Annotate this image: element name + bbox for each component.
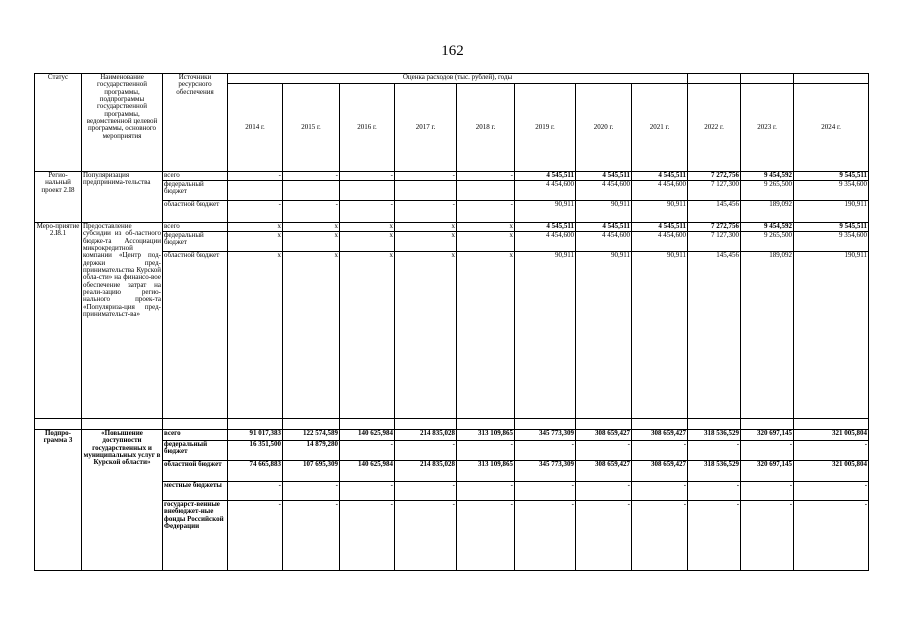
value-cell: 320 697,145	[741, 430, 794, 441]
value-cell: -	[228, 201, 283, 223]
value-cell: x	[228, 223, 283, 232]
value-cell	[283, 181, 340, 201]
table-row	[35, 223, 869, 232]
value-cell: -	[515, 482, 576, 501]
row-source: всего	[163, 172, 228, 181]
value-cell: 90,911	[515, 201, 576, 223]
header-year: 2021 г.	[632, 84, 688, 172]
value-cell: 4 545,511	[632, 172, 688, 181]
row-status: Меро-приятие 2.I8.1	[35, 223, 82, 419]
value-cell: 140 625,984	[340, 461, 395, 482]
value-cell: -	[228, 482, 283, 501]
value-cell: -	[794, 501, 869, 571]
value-cell: -	[457, 441, 515, 461]
value-cell: -	[395, 501, 457, 571]
value-cell: -	[283, 172, 340, 181]
value-cell: 9 454,592	[741, 172, 794, 181]
value-cell: -	[457, 482, 515, 501]
budget-table	[34, 73, 869, 571]
value-cell: 7 272,756	[688, 223, 741, 232]
value-cell: -	[395, 201, 457, 223]
value-cell: 16 351,500	[228, 441, 283, 461]
value-cell: -	[340, 201, 395, 223]
value-cell: -	[515, 441, 576, 461]
value-cell: 90,911	[515, 252, 576, 419]
header-sources: Источники ресурсного обеспечения	[163, 74, 228, 172]
value-cell	[340, 181, 395, 201]
value-cell: 320 697,145	[741, 461, 794, 482]
value-cell: 107 695,309	[283, 461, 340, 482]
value-cell: x	[395, 252, 457, 419]
value-cell: -	[688, 501, 741, 571]
value-cell: 145,456	[688, 201, 741, 223]
value-cell: 313 109,865	[457, 430, 515, 441]
row-source: федеральный бюджет	[163, 441, 228, 461]
header-estimate: Оценка расходов (тыс. рублей), годы	[228, 74, 688, 84]
spacer-row	[35, 419, 869, 430]
header-year: 2020 г.	[576, 84, 632, 172]
header-extra-cell	[688, 74, 741, 84]
value-cell: -	[794, 482, 869, 501]
row-status: Регио-нальный проект 2.I8	[35, 172, 82, 223]
value-cell: 14 879,280	[283, 441, 340, 461]
value-cell: 308 659,427	[576, 430, 632, 441]
value-cell: 4 545,511	[632, 223, 688, 232]
value-cell: 7 127,300	[688, 181, 741, 201]
value-cell: 318 536,529	[688, 430, 741, 441]
value-cell: 9 545,511	[794, 172, 869, 181]
header-extra-cell	[794, 74, 869, 84]
value-cell: x	[228, 232, 283, 252]
value-cell: x	[395, 232, 457, 252]
row-source: федеральный бюджет	[163, 232, 228, 252]
value-cell: 7 127,300	[688, 232, 741, 252]
value-cell: 214 835,028	[395, 461, 457, 482]
value-cell: x	[228, 252, 283, 419]
value-cell: x	[457, 232, 515, 252]
header-name: Наименование государственной программы, подпрограммы государственной программы, ведомственной целевой программы, основного мероприятия	[82, 74, 163, 172]
value-cell: 90,911	[632, 252, 688, 419]
value-cell: 189,092	[741, 201, 794, 223]
value-cell: 9 265,500	[741, 232, 794, 252]
value-cell: -	[515, 501, 576, 571]
value-cell: x	[340, 223, 395, 232]
page-number: 162	[441, 43, 464, 59]
value-cell: 4 545,511	[515, 172, 576, 181]
row-name: Популяризация предпринима-тельства	[82, 172, 163, 223]
value-cell: -	[576, 441, 632, 461]
value-cell: 4 454,600	[515, 181, 576, 201]
value-cell: -	[340, 172, 395, 181]
row-source: всего	[163, 223, 228, 232]
value-cell: 190,911	[794, 252, 869, 419]
value-cell: 122 574,589	[283, 430, 340, 441]
value-cell: 145,456	[688, 252, 741, 419]
value-cell: 321 005,804	[794, 430, 869, 441]
value-cell: -	[340, 482, 395, 501]
value-cell: -	[632, 501, 688, 571]
value-cell: x	[395, 223, 457, 232]
value-cell: -	[283, 482, 340, 501]
value-cell: -	[457, 501, 515, 571]
value-cell: -	[688, 482, 741, 501]
value-cell: 190,911	[794, 201, 869, 223]
header-extra-cell	[741, 74, 794, 84]
value-cell: x	[283, 223, 340, 232]
value-cell: 321 005,804	[794, 461, 869, 482]
value-cell: x	[340, 252, 395, 419]
value-cell: 189,092	[741, 252, 794, 419]
value-cell: -	[741, 441, 794, 461]
value-cell: 9 454,592	[741, 223, 794, 232]
value-cell	[228, 181, 283, 201]
value-cell: -	[576, 482, 632, 501]
value-cell: 9 545,511	[794, 223, 869, 232]
value-cell: -	[283, 501, 340, 571]
row-source: областной бюджет	[163, 201, 228, 223]
value-cell: x	[457, 252, 515, 419]
value-cell: 9 265,500	[741, 181, 794, 201]
value-cell: 90,911	[576, 201, 632, 223]
value-cell: 4 454,600	[632, 232, 688, 252]
value-cell: -	[228, 501, 283, 571]
header-year: 2022 г.	[688, 84, 741, 172]
value-cell: -	[794, 441, 869, 461]
value-cell: 4 545,511	[576, 223, 632, 232]
value-cell: 308 659,427	[632, 430, 688, 441]
value-cell: -	[576, 501, 632, 571]
header-year: 2016 г.	[340, 84, 395, 172]
value-cell: 90,911	[576, 252, 632, 419]
value-cell: 91 017,383	[228, 430, 283, 441]
value-cell: -	[632, 482, 688, 501]
table-row	[35, 430, 869, 441]
value-cell: -	[632, 441, 688, 461]
value-cell	[395, 181, 457, 201]
header-year: 2014 г.	[228, 84, 283, 172]
row-source: всего	[163, 430, 228, 441]
value-cell: 345 773,309	[515, 430, 576, 441]
value-cell: -	[340, 441, 395, 461]
value-cell: 7 272,756	[688, 172, 741, 181]
value-cell: 308 659,427	[576, 461, 632, 482]
header-year: 2023 г.	[741, 84, 794, 172]
value-cell: 318 536,529	[688, 461, 741, 482]
value-cell: 214 835,028	[395, 430, 457, 441]
value-cell: 90,911	[632, 201, 688, 223]
value-cell: x	[340, 232, 395, 252]
value-cell: -	[457, 201, 515, 223]
value-cell: 4 545,511	[576, 172, 632, 181]
value-cell: 4 454,600	[576, 181, 632, 201]
row-source: областной бюджет	[163, 461, 228, 482]
value-cell: 308 659,427	[632, 461, 688, 482]
value-cell: 140 625,984	[340, 430, 395, 441]
value-cell	[457, 181, 515, 201]
header-year: 2018 г.	[457, 84, 515, 172]
value-cell: -	[395, 172, 457, 181]
value-cell: 4 545,511	[515, 223, 576, 232]
row-name: «Повышение доступности государственных и муниципальных услуг в Курской области»	[82, 430, 163, 571]
row-source: областной бюджет	[163, 252, 228, 419]
row-source: государст-венные внебюджет-ные фонды Российской Федерации	[163, 501, 228, 571]
value-cell: -	[741, 501, 794, 571]
value-cell: 4 454,600	[632, 181, 688, 201]
value-cell: 9 354,600	[794, 181, 869, 201]
value-cell: -	[283, 201, 340, 223]
row-name: Предоставление субсидии из об-ластного бюдже-та Ассоциации микрокредитной компании «Центр под-держки пред-принимательства Курской обла-сти» на финансо-вое обеспечение затрат на реали-зацию регио-нального проек-та «Популяриза-ция пред-принимательст-ва»	[82, 223, 163, 419]
value-cell: 9 354,600	[794, 232, 869, 252]
header-year: 2015 г.	[283, 84, 340, 172]
value-cell: 345 773,309	[515, 461, 576, 482]
value-cell: -	[741, 482, 794, 501]
header-year: 2024 г.	[794, 84, 869, 172]
value-cell: -	[228, 172, 283, 181]
value-cell: x	[283, 252, 340, 419]
value-cell: -	[340, 501, 395, 571]
table-row	[35, 172, 869, 181]
value-cell: -	[457, 172, 515, 181]
row-source: местные бюджеты	[163, 482, 228, 501]
row-source: федеральный бюджет	[163, 181, 228, 201]
value-cell: -	[395, 482, 457, 501]
value-cell: 74 665,883	[228, 461, 283, 482]
value-cell: 4 454,600	[576, 232, 632, 252]
header-year: 2019 г.	[515, 84, 576, 172]
row-status: Подпро-грамма 3	[35, 430, 82, 571]
value-cell: 4 454,600	[515, 232, 576, 252]
value-cell: -	[395, 441, 457, 461]
value-cell: -	[688, 441, 741, 461]
header-status: Статус	[35, 74, 82, 172]
value-cell: x	[283, 232, 340, 252]
header-year: 2017 г.	[395, 84, 457, 172]
value-cell: x	[457, 223, 515, 232]
value-cell: 313 109,865	[457, 461, 515, 482]
